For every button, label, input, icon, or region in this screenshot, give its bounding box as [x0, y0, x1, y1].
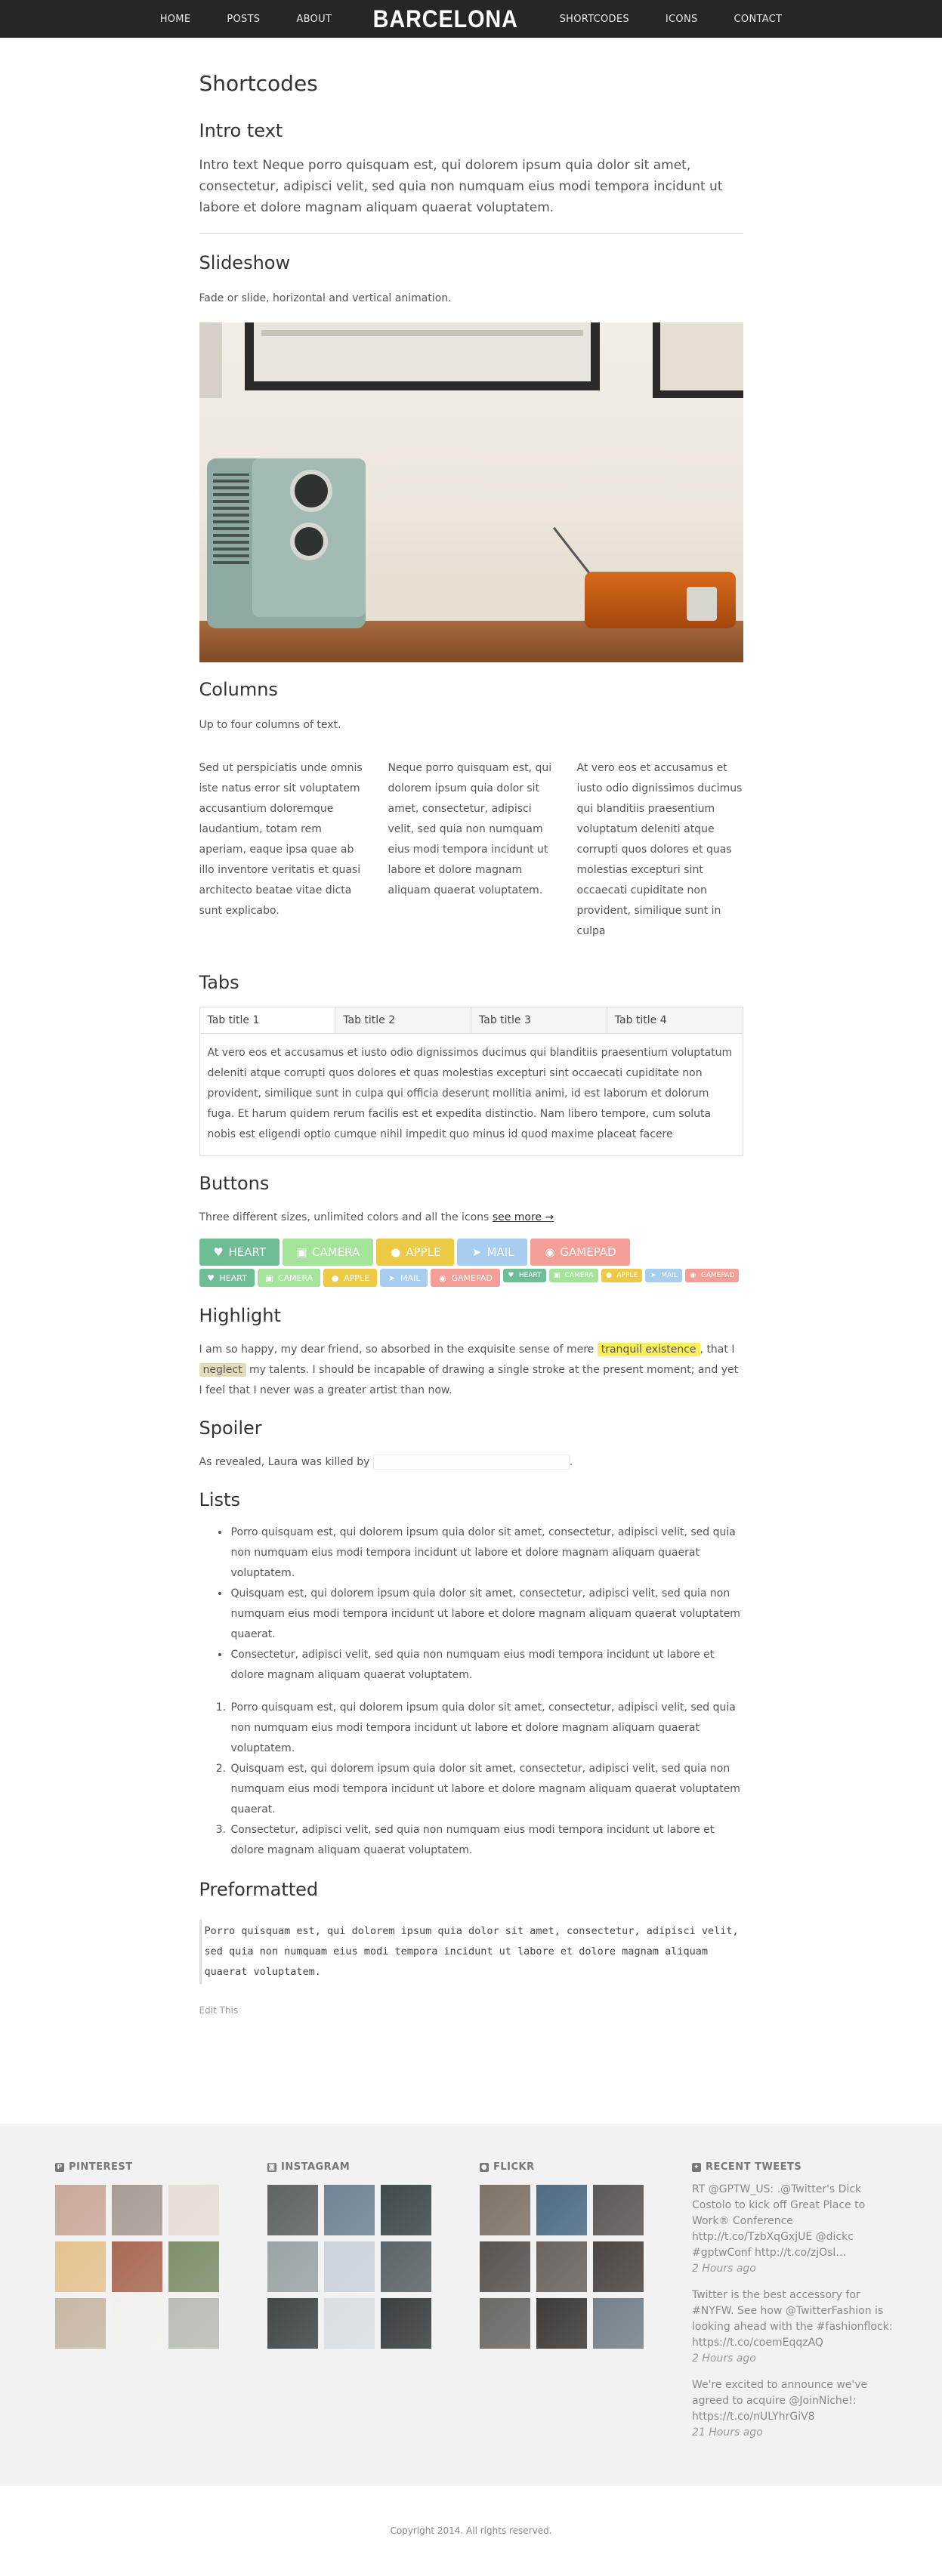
footer [0, 2124, 942, 2486]
tab-4[interactable]: Tab title 4 [607, 1007, 743, 1033]
lists-heading: Lists [199, 1489, 240, 1510]
intro-text: Intro text Neque porro quisquam est, qui dolorem ipsum quia dolor sit amet, consectetur, adipisci velit, sed quia non numquam eius modi tempora incidunt ut labore et dolore magnam aliquam quaerat voluptatem. [199, 158, 723, 215]
gamepad-icon: ◉ [690, 1272, 696, 1279]
footer-instagram [267, 2161, 431, 2349]
apple-icon: ● [391, 1245, 401, 1259]
tweet-time: 21 Hours ago [692, 2426, 763, 2439]
slideshow-image[interactable] [199, 322, 743, 662]
buttons-description-text: Three different sizes, unlimited colors and all the icons [199, 1211, 490, 1223]
button-label: GAMEPAD [560, 1245, 616, 1259]
pinterest-title: PINTEREST [69, 2161, 133, 2173]
heart-icon: ♥ [207, 1273, 215, 1283]
instagram-thumbnail[interactable] [324, 2185, 375, 2235]
pinterest-thumbnail[interactable] [168, 2241, 219, 2292]
highlight-text: , that I [700, 1344, 735, 1356]
camera-button[interactable] [283, 1239, 373, 1266]
heart-icon: ♥ [213, 1245, 224, 1259]
pinterest-thumbnail[interactable] [168, 2298, 219, 2349]
apple-button[interactable] [323, 1269, 377, 1287]
footer-tweets [692, 2161, 896, 2451]
button-label: HEART [518, 1272, 542, 1279]
photo-cup [687, 587, 717, 621]
flickr-thumbnail[interactable] [536, 2298, 587, 2349]
mail-icon: ➤ [388, 1273, 396, 1283]
instagram-icon: ◙ [268, 2163, 276, 2171]
gamepad-button[interactable] [530, 1239, 629, 1266]
button-label: GAMEPAD [700, 1272, 735, 1279]
site-logo[interactable]: BARCELONA [372, 5, 518, 32]
divider [199, 233, 743, 234]
camera-icon: ▣ [553, 1272, 561, 1279]
photo-wall-frame [199, 322, 222, 398]
tweet-list [692, 2182, 896, 2441]
button-label: CAMERA [312, 1245, 360, 1259]
text-columns [199, 758, 743, 942]
mail-icon: ➤ [650, 1272, 656, 1279]
edit-this-link[interactable]: Edit This [199, 2005, 239, 2016]
photo-small-frame [653, 322, 743, 398]
pinterest-thumbnail[interactable] [112, 2241, 162, 2292]
highlight-tan: neglect [199, 1363, 246, 1377]
flickr-thumbnail[interactable] [480, 2185, 530, 2235]
highlight-text: my talents. I should be incapable of drawing a single stroke at the present moment; and yet I feel that I never was a greater artist than now. [199, 1364, 739, 1396]
instagram-title: INSTAGRAM [281, 2161, 351, 2173]
photo-projector-vent [213, 474, 249, 564]
tab-bar [200, 1007, 743, 1034]
nav-right-group [560, 14, 783, 25]
pinterest-thumbnail[interactable] [55, 2298, 106, 2349]
nav-item-home[interactable]: HOME [159, 13, 191, 25]
instagram-thumbnail[interactable] [267, 2298, 318, 2349]
main-content [199, 71, 743, 2016]
flickr-icon: ● [480, 2163, 488, 2171]
tweet-time: 2 Hours ago [692, 2352, 756, 2365]
apple-button[interactable] [601, 1269, 643, 1282]
slideshow-description: Fade or slide, horizontal and vertical animation. [199, 292, 452, 304]
highlight-text: I am so happy, my dear friend, so absorbed in the exquisite sense of mere [199, 1344, 595, 1356]
pinterest-heading [55, 2161, 219, 2173]
text-column: Sed ut perspiciatis unde omnis iste natus error sit voluptatem accusantium doloremque laudantium, totam rem aperiam, eaque ipsa quae ab illo inventore veritatis et quasi architecto beatae vitae dicta sunt explicabo. [199, 762, 363, 917]
camera-icon: ▣ [265, 1273, 273, 1283]
button-label: MAIL [486, 1245, 514, 1259]
flickr-title: FLICKR [493, 2161, 535, 2173]
highlight-yellow: tranquil existence [598, 1343, 700, 1356]
flickr-thumbnail[interactable] [480, 2241, 530, 2292]
tab-content: At vero eos et accusamus et iusto odio dignissimos ducimus qui blanditiis praesentium voluptatum deleniti atque corrupti quos dolores et quas molestias excepturi sint occaecati cupiditate non provident, similique sunt in culpa qui officia deserunt mollitia animi, id est laborum et dolorum fuga. Et harum quidem rerum facilis est et expedita distinctio. Nam libero tempore, cum soluta nobis est eligendi optio cumque nihil impedit quo minus id quod maxime placeat facere [207, 1047, 733, 1140]
tabs-heading: Tabs [199, 972, 239, 993]
pinterest-thumbnail[interactable] [112, 2298, 162, 2349]
footer-flickr [480, 2161, 644, 2349]
gamepad-button[interactable] [431, 1269, 499, 1287]
twitter-icon: ✦ [693, 2163, 700, 2171]
button-label: APPLE [406, 1245, 441, 1259]
gamepad-icon: ◉ [439, 1273, 446, 1283]
heart-button[interactable] [199, 1269, 255, 1287]
text-column: Neque porro quisquam est, qui dolorem ipsum quia dolor sit amet, consectetur, adipisci velit, sed quia non numquam eius modi tempora incidunt ut labore et dolore magnam aliquam quaerat voluptatem. [388, 762, 552, 896]
buttons-heading: Buttons [199, 1173, 270, 1194]
instagram-grid [267, 2185, 431, 2349]
flickr-thumbnail[interactable] [593, 2298, 644, 2349]
flickr-thumbnail[interactable] [593, 2185, 644, 2235]
nav-item-about[interactable]: ABOUT [296, 13, 332, 25]
button-label: MAIL [661, 1272, 678, 1279]
highlight-paragraph [199, 1340, 743, 1401]
instagram-thumbnail[interactable] [324, 2241, 375, 2292]
tweet-time: 2 Hours ago [692, 2263, 756, 2275]
copyright: Copyright 2014. All rights reserved. [390, 2525, 552, 2536]
flickr-thumbnail[interactable] [480, 2298, 530, 2349]
flickr-thumbnail[interactable] [593, 2241, 644, 2292]
button-row-small [199, 1269, 743, 1287]
list-item: 2. Quisquam est, qui dolorem ipsum quia dolor sit amet, consectetur, adipisci velit, sed quia non numquam eius modi tempora incidunt ut labore et dolore magnam aliquam quaerat voluptatem quaerat. [230, 1759, 743, 1820]
apple-icon: ● [606, 1272, 612, 1279]
instagram-thumbnail[interactable] [381, 2185, 431, 2235]
tweet-text[interactable]: Twitter is the best accessory for #NYFW. See how @TwitterFashion is looking ahead with the #fashionflock: https://t.co/coemEqqzAQ [692, 2289, 893, 2349]
instagram-thumbnail[interactable] [381, 2298, 431, 2349]
tweets-title: RECENT TWEETS [706, 2161, 802, 2173]
pinterest-thumbnail[interactable] [168, 2185, 219, 2235]
button-label: GAMEPAD [451, 1273, 493, 1283]
tweet [692, 2182, 896, 2277]
nav-item-posts[interactable]: POSTS [227, 13, 261, 25]
instagram-thumbnail[interactable] [381, 2241, 431, 2292]
list-item: • Porro quisquam est, qui dolorem ipsum quia dolor sit amet, consectetur, adipisci velit, sed quia non numquam eius modi tempora incidunt ut labore et dolore magnam aliquam quaerat voluptatem. [230, 1522, 743, 1584]
button-label: HEART [228, 1245, 267, 1259]
photo-reel [290, 523, 328, 560]
text-column: At vero eos et accusamus et iusto odio dignissimos ducimus qui blanditiis praesentium voluptatum deleniti atque corrupti quos dolores et quas molestias excepturi sint occaecati cupiditate non provident, similique sunt in culpa [576, 762, 743, 937]
columns-heading: Columns [199, 679, 278, 700]
instagram-heading [267, 2161, 431, 2173]
button-row-large [199, 1239, 743, 1266]
button-label: APPLE [344, 1273, 370, 1283]
spoiler-paragraph [199, 1452, 743, 1473]
apple-button[interactable] [376, 1239, 454, 1266]
button-label: CAMERA [277, 1273, 313, 1283]
spoiler-text: As revealed, Laura was killed by [199, 1456, 370, 1468]
spoiler-period: . [569, 1456, 573, 1468]
flickr-grid [480, 2185, 644, 2349]
list-item: • Quisquam est, qui dolorem ipsum quia dolor sit amet, consectetur, adipisci velit, sed quia non numquam eius modi tempora incidunt ut labore et dolore magnam aliquam quaerat voluptatem quaerat. [230, 1584, 743, 1645]
list-item: • Consectetur, adipisci velit, sed quia non numquam eius modi tempora incidunt ut labore et dolore magnam aliquam quaerat voluptatem. [230, 1645, 743, 1686]
footer-pinterest [55, 2161, 219, 2349]
nav-item-shortcodes[interactable]: SHORTCODES [559, 13, 629, 25]
mail-button[interactable] [645, 1269, 682, 1282]
mail-button[interactable] [457, 1239, 527, 1266]
button-label: MAIL [400, 1273, 421, 1283]
pinterest-grid [55, 2185, 219, 2349]
preformatted-block: Porro quisquam est, qui dolorem ipsum quia dolor sit amet, consectetur, adipisci velit, sed quia non numquam eius modi tempora incidunt ut labore et dolore magnam aliquam quaerat voluptatem. [199, 1920, 743, 1984]
camera-button[interactable] [549, 1269, 598, 1282]
heart-icon: ♥ [508, 1272, 514, 1279]
list-item: 1. Porro quisquam est, qui dolorem ipsum quia dolor sit amet, consectetur, adipisci velit, sed quia non numquam eius modi tempora incidunt ut labore et dolore magnam aliquam quaerat voluptatem. [230, 1698, 743, 1759]
gamepad-icon: ◉ [545, 1245, 555, 1259]
pinterest-thumbnail[interactable] [112, 2185, 162, 2235]
tweets-heading [692, 2161, 896, 2173]
spoiler-heading: Spoiler [199, 1418, 262, 1439]
photo-reel [290, 470, 332, 512]
pinterest-icon: P [55, 2163, 64, 2172]
tweet [692, 2288, 896, 2367]
mail-icon: ➤ [471, 1245, 482, 1259]
instagram-thumbnail[interactable] [267, 2185, 318, 2235]
page-title: Shortcodes [199, 71, 318, 96]
pinterest-thumbnail[interactable] [55, 2185, 106, 2235]
mail-button[interactable] [380, 1269, 428, 1287]
slideshow-heading: Slideshow [199, 252, 291, 273]
flickr-heading [480, 2161, 644, 2173]
top-navbar [0, 0, 942, 38]
tabs-widget [199, 1007, 743, 1156]
button-label: HEART [219, 1273, 247, 1283]
heart-button[interactable] [199, 1239, 280, 1266]
heart-button[interactable] [503, 1269, 546, 1282]
instagram-thumbnail[interactable] [324, 2298, 375, 2349]
tab-2[interactable]: Tab title 2 [335, 1007, 471, 1033]
flickr-thumbnail[interactable] [536, 2185, 587, 2235]
button-label: APPLE [616, 1272, 638, 1279]
flickr-thumbnail[interactable] [536, 2241, 587, 2292]
bullet-list [199, 1522, 743, 1686]
button-label: CAMERA [564, 1272, 594, 1279]
nav-item-contact[interactable]: CONTACT [734, 13, 783, 25]
tab-3[interactable]: Tab title 3 [471, 1007, 607, 1033]
gamepad-button[interactable] [685, 1269, 740, 1282]
preformatted-heading: Preformatted [199, 1879, 319, 1900]
list-item: 3. Consectetur, adipisci velit, sed quia non numquam eius modi tempora incidunt ut labore et dolore magnam aliquam quaerat voluptatem. [230, 1820, 743, 1861]
pinterest-thumbnail[interactable] [55, 2241, 106, 2292]
see-more-link[interactable]: see more → [492, 1211, 554, 1223]
buttons-description [199, 1208, 743, 1228]
tab-1[interactable]: Tab title 1 [200, 1007, 335, 1033]
nav-item-icons[interactable]: ICONS [665, 13, 698, 25]
nav-left-group [160, 14, 332, 25]
tweet-text[interactable]: RT @GPTW_US: .@Twitter's Dick Costolo to kick off Great Place to Work® Conference http://t.co/TzbXqGxjUE @dickc #gptwConf http://t.co/zjOsl… [692, 2183, 866, 2259]
highlight-heading: Highlight [199, 1305, 281, 1326]
camera-icon: ▣ [296, 1245, 307, 1259]
photo-poster-frame [245, 322, 600, 390]
tweet [692, 2377, 896, 2441]
instagram-thumbnail[interactable] [267, 2241, 318, 2292]
intro-heading: Intro text [199, 120, 283, 141]
spoiler-hidden-box[interactable] [373, 1455, 570, 1470]
tweet-text[interactable]: We're excited to announce we've agreed to acquire @JoinNiche!: https://t.co/nULYhrGiV8 [692, 2379, 868, 2423]
columns-description: Up to four columns of text. [199, 719, 341, 731]
apple-icon: ● [331, 1273, 339, 1283]
numbered-list [199, 1698, 743, 1861]
camera-button[interactable] [258, 1269, 320, 1287]
